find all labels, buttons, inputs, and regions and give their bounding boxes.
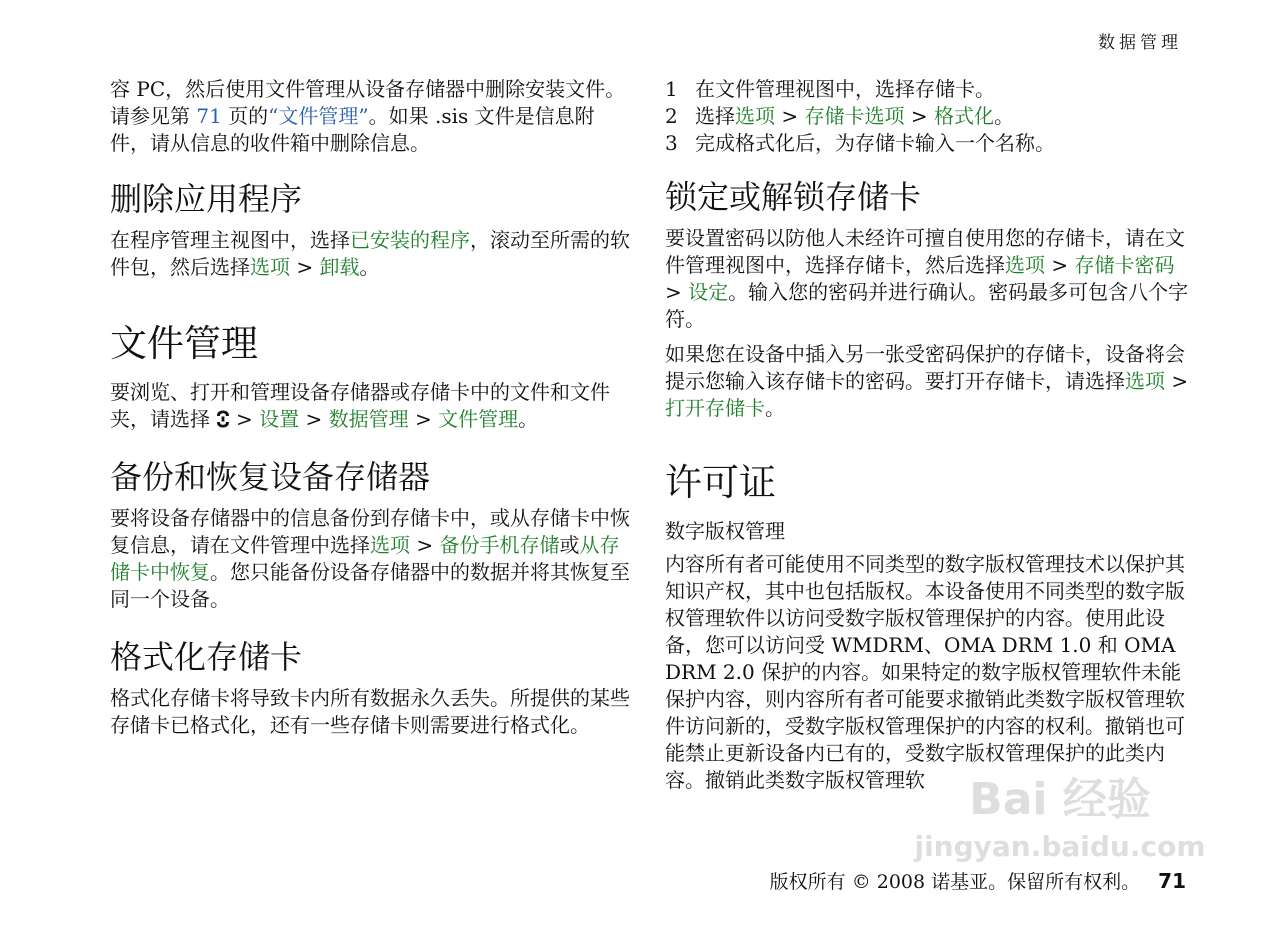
options-keyword: 选项 <box>370 533 410 557</box>
watermark-text: jingyan.baidu.com <box>914 830 1206 863</box>
intro-paragraph: 容 PC，然后使用文件管理从设备存储器中删除安装文件。请参见第 71 页的“文件管理”。如果 .sis 文件是信息附件，请从信息的收件箱中删除信息。 <box>110 77 626 155</box>
svg-text:Bai 经验: Bai 经验 <box>969 774 1151 825</box>
left-column <box>110 76 630 739</box>
right-column <box>665 76 1190 794</box>
file-management-link[interactable]: “文件管理” <box>268 104 369 128</box>
file-manager-keyword: 文件管理 <box>438 407 519 431</box>
options-keyword: 选项 <box>1005 253 1045 277</box>
lock-paragraph-2: 如果您在设备中插入另一张受密码保护的存储卡，设备将会提示您输入该存储卡的密码。要打开存储卡，请选择选项 > 打开存储卡。 <box>665 342 1189 420</box>
format-heading: 格式化存储卡 <box>110 638 303 676</box>
options-keyword: 选项 <box>1125 369 1165 393</box>
options-keyword: 选项 <box>250 255 290 279</box>
watermark <box>910 752 1210 872</box>
set-keyword: 设定 <box>688 280 729 304</box>
file-management-heading: 文件管理 <box>110 322 258 365</box>
copyright-text: 版权所有 © 2008 诺基亚。保留所有权利。 <box>769 871 1141 893</box>
card-options-keyword: 存储卡选项 <box>804 104 905 128</box>
drm-subheading: 数字版权管理 <box>665 519 785 543</box>
data-management-keyword: 数据管理 <box>328 407 409 431</box>
step-item: 2 选择选项 > 存储卡选项 > 格式化。 <box>665 104 1014 128</box>
step-item: 1 在文件管理视图中，选择存储卡。 <box>665 77 995 101</box>
installed-apps-keyword: 已安装的程序 <box>350 228 470 252</box>
backup-heading: 备份和恢复设备存储器 <box>110 458 431 496</box>
backup-paragraph: 要将设备存储器中的信息备份到存储卡中，或从存储卡中恢复信息，请在文件管理中选择选项 > 备份手机存储或从存储卡中恢复。您只能备份设备存储器中的数据并将其恢复至同一个设备。 <box>110 506 630 611</box>
page-ref-link[interactable]: 71 <box>196 104 222 128</box>
open-card-keyword: 打开存储卡 <box>665 396 765 420</box>
format-paragraph: 格式化存储卡将导致卡内所有数据永久丢失。所提供的某些存储卡已格式化，还有一些存储卡则需要进行格式化。 <box>110 686 630 737</box>
running-head: 数据管理 <box>1098 33 1182 53</box>
options-keyword: 选项 <box>735 104 775 128</box>
file-management-paragraph: 要浏览、打开和管理设备存储器或存储卡中的文件和文件夹，请选择 > 设置 > 数据管理 > 文件管理。 <box>110 380 610 431</box>
settings-keyword: 设置 <box>259 407 300 431</box>
remove-apps-heading: 删除应用程序 <box>110 180 303 218</box>
lock-paragraph-1: 要设置密码以防他人未经许可擅自使用您的存储卡，请在文件管理视图中，选择存储卡，然后选择选项 > 存储卡密码 > 设定。输入您的密码并进行确认。密码最多可包含八个字符。 <box>665 226 1189 331</box>
step-item: 3 完成格式化后，为存储卡输入一个名称。 <box>665 131 1055 155</box>
remove-apps-paragraph: 在程序管理主视图中，选择已安装的程序，滚动至所需的软件包，然后选择选项 > 卸载。 <box>110 228 630 279</box>
backup-phone-keyword: 备份手机存储 <box>439 533 560 557</box>
uninstall-keyword: 卸载 <box>319 255 360 279</box>
drm-paragraph: 内容所有者可能使用不同类型的数字版权管理技术以保护其知识产权，其中也包括版权。本设备使用不同类型的数字版权管理软件以访问受数字版权管理保护的内容。使用此设备，您可以访问受 WMDRM、OMA DRM 1.0 和 OMA DRM 2.0 保护的内容。如果特定的数字版权管理软件未能保护内容，则内容所有者可能要求撤销此类数字版权管理软件访问新的，受数字版权管理保护的内容的权利。撤销也可能禁止更新设备内已有的，受数字版权管理保护的此类内容。撤销此类数字版权管理软 <box>665 552 1185 792</box>
lock-heading: 锁定或解锁存储卡 <box>665 178 922 216</box>
page-number: 71 <box>1158 869 1186 893</box>
license-heading: 许可证 <box>665 461 776 504</box>
page-footer <box>770 868 1186 895</box>
restore-from-card-keyword: 从存储卡中恢复 <box>110 533 620 584</box>
format-steps <box>665 76 1190 157</box>
menu-key-icon <box>214 409 232 429</box>
format-keyword: 格式化 <box>933 104 994 128</box>
card-password-keyword: 存储卡密码 <box>1074 253 1175 277</box>
